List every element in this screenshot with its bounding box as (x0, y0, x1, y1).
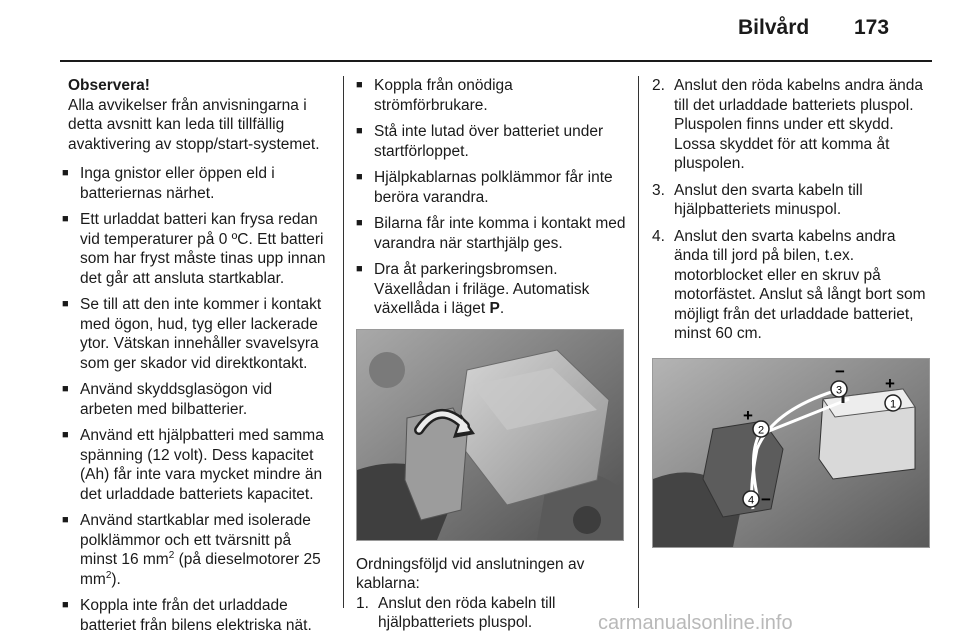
list-item-cables (62, 511, 328, 589)
section-title: Bilvård (738, 16, 810, 39)
step-text: Anslut den svarta kabeln till hjälpbatteriets minuspol. (674, 181, 863, 218)
note-box (62, 76, 328, 154)
cable-text-b: (på dieselmotorer 25 mm (80, 551, 321, 588)
list-item: ■ Använd skyddsglasögon vid arbeten med bilbatterier. (62, 380, 328, 419)
list-item: ■ Ett urladdat batteri kan frysa redan vid temperaturer på 0 ºC. Ett batteri som har fryst måste tinas upp innan det går att ansluta startkablar. (62, 210, 328, 288)
column-1 (62, 76, 328, 642)
superscript: 2 (105, 569, 112, 581)
jump-start-diagram (652, 358, 930, 548)
label-2 (753, 421, 769, 437)
label-1 (885, 395, 901, 411)
list-item: ■ Stå inte lutad över batteriet under startförloppet. (356, 122, 626, 161)
page-number: 173 (854, 16, 890, 39)
page-header (0, 0, 960, 62)
label-3 (831, 381, 847, 397)
list-item (652, 227, 932, 344)
list-item: ■ Bilarna får inte komma i kontakt med varandra när starthjälp ges. (356, 214, 626, 253)
list-item: ■ Hjälpkablarnas polklämmor får inte beröra varandra. (356, 168, 626, 207)
superscript: 2 (168, 549, 175, 561)
step-number: 4. (652, 227, 665, 245)
list-item (356, 594, 626, 633)
bullet-list-1 (62, 164, 328, 635)
list-item: ■ Koppla från onödiga strömförbrukare. (356, 76, 626, 115)
step-text: Anslut den röda kabeln till hjälpbatteriets pluspol. (378, 594, 556, 631)
label-3-text: 3 (835, 384, 843, 396)
steps-list-continued (652, 76, 932, 344)
step-number: 2. (652, 77, 665, 94)
list-item: ■ Använd ett hjälpbatteri med samma spänning (12 volt). Dess kapacitet (Ah) får inte vara mycket mindre än det urladdade batteriets kapacitet. (62, 426, 328, 504)
cable-text-c: ). (111, 570, 121, 588)
plus-sign-1: + (885, 373, 895, 393)
cable-text-a: Använd startkablar med isolerade polklämmor och ett tvärsnitt på minst 16 mm (80, 512, 311, 568)
list-item: ■ Inga gnistor eller öppen eld i batteriernas närhet. (62, 164, 328, 203)
note-text: Alla avvikelser från anvisningarna i detta avsnitt kan leda till tillfällig avaktivering av stopp/start-systemet. (68, 96, 320, 153)
park-text: Dra åt parkeringsbromsen. Växellådan i friläge. Automatisk växellåda i läget (374, 261, 590, 317)
park-end: . (499, 300, 505, 317)
bullet-list-2 (356, 76, 626, 319)
watermark: carmanualsonline.info (598, 612, 793, 634)
list-item (652, 181, 932, 220)
minus-sign-4: − (761, 489, 771, 509)
list-item: ■ Koppla inte från det urladdade batteriet från bilens elektriska nät. (62, 596, 328, 635)
step-text: Anslut den röda kabelns andra ända till det urladdade batteriets pluspol. Pluspolen finns under ett skydd. Lossa skyddet för att komma åt pluspolen. (674, 77, 924, 172)
step-number: 1. (356, 594, 369, 612)
label-2-text: 2 (757, 424, 765, 436)
note-title: Observera! (68, 77, 150, 94)
column-3 (652, 76, 932, 548)
label-4 (743, 491, 759, 507)
column-2 (356, 76, 626, 640)
procedure-caption: Ordningsföljd vid anslutningen av kablarna: (356, 555, 585, 592)
plus-sign-2: + (743, 405, 753, 425)
minus-sign-3: − (835, 361, 845, 381)
engine-bay-photo (356, 329, 624, 541)
list-item (652, 76, 932, 174)
column-divider-1 (343, 76, 344, 608)
column-divider-2 (638, 76, 639, 608)
step-text: Anslut den svarta kabelns andra ända till jord på bilen, t.ex. motorblocket eller en skruv på motorfästet. Anslut så långt bort som möjligt från det urladdade batteriet, minst 60 cm. (674, 227, 926, 342)
gear-position: P (489, 300, 500, 317)
step-number: 3. (652, 181, 665, 199)
label-4-text: 4 (747, 494, 755, 506)
list-item: ■ Se till att den inte kommer i kontakt med ögon, hud, tyg eller lackerade ytor. Vätskan innehåller svavelsyra som ger skador vid direktkontakt. (62, 295, 328, 373)
list-item-park (356, 260, 626, 319)
label-1-text: 1 (889, 398, 897, 410)
steps-list-start (356, 594, 626, 633)
header-rule (60, 60, 932, 62)
